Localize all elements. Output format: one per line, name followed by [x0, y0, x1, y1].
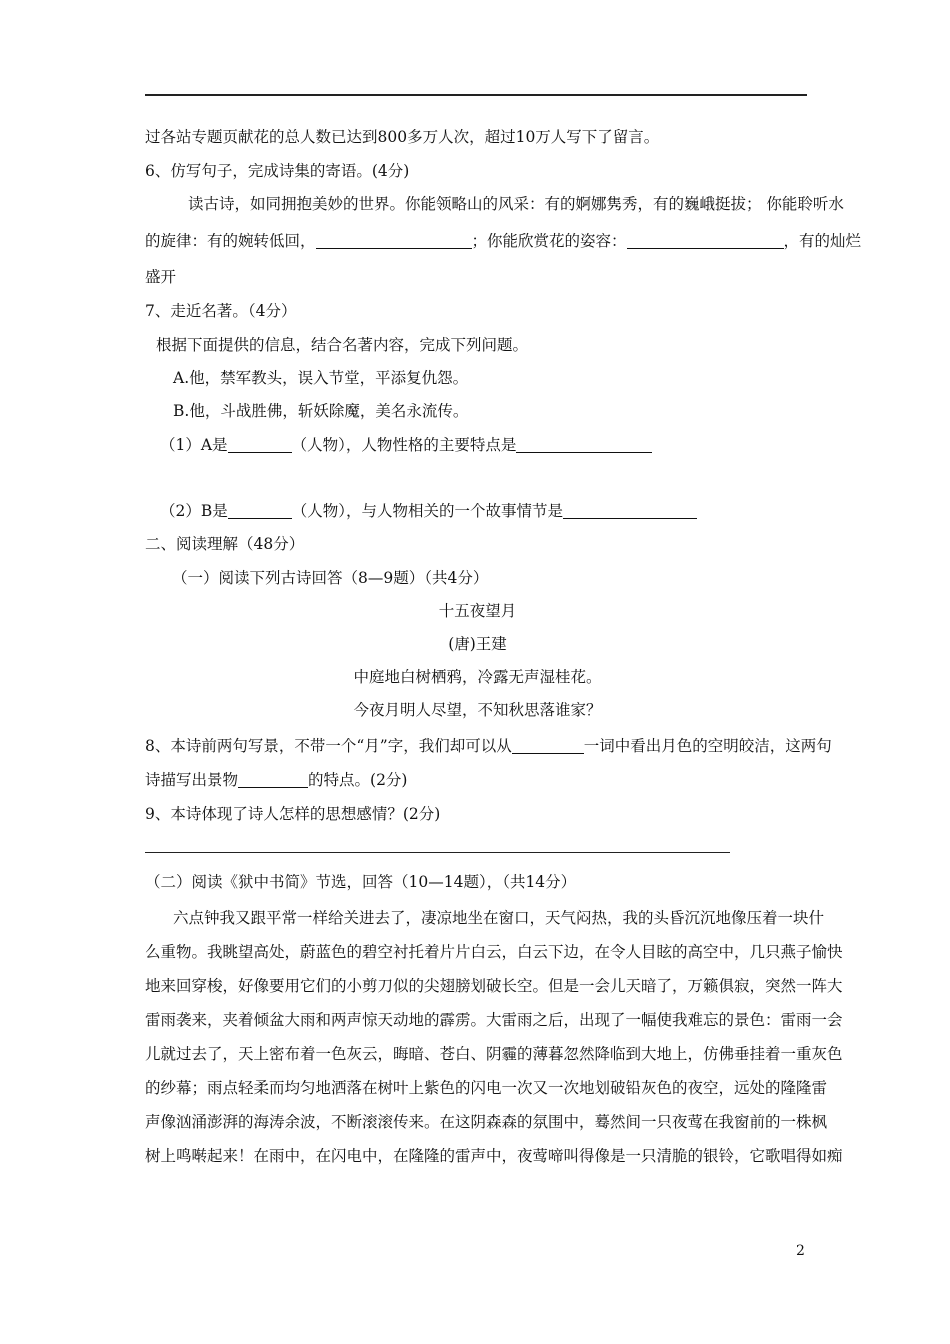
- poem-author: (唐)王建: [448, 635, 507, 653]
- q7-title: 7、走近名著。（4分）: [145, 302, 297, 320]
- q8-blank-2[interactable]: [238, 771, 308, 788]
- q7-blank-1a[interactable]: [228, 436, 292, 453]
- passage-line: 么重物。我眺望高处，蔚蓝色的碧空衬托着片片白云，白云下边，在令人目眩的高空中，几只燕子愉快: [145, 943, 843, 961]
- q8-line1: [145, 735, 832, 757]
- q6-line2-a: 的旋律：有的婉转低回，: [145, 232, 316, 250]
- top-answer-line: [145, 94, 807, 96]
- passage-line: 雷雨袭来，夹着倾盆大雨和两声惊天动地的霹雳。大雷雨之后，出现了一幅使我难忘的景色：雷雨一会: [145, 1011, 843, 1029]
- q9-title: 9、本诗体现了诗人怎样的思想感情？(2分): [145, 805, 441, 823]
- section-2-heading: 二、阅读理解（48分）: [145, 535, 305, 553]
- passage-line: 声像汹涌澎湃的海涛余波，不断滚滚传来。在这阴森森的氛围中，蓦然间一只夜莺在我窗前的一株枫: [145, 1113, 828, 1131]
- q8-text-c: 诗描写出景物: [145, 771, 239, 789]
- q7-intro: 根据下面提供的信息，结合名著内容，完成下列问题。: [156, 336, 529, 354]
- page-number: 2: [796, 1243, 805, 1259]
- q8-blank-1[interactable]: [512, 737, 584, 754]
- q6-line2-b: ；你能欣赏花的姿容：: [471, 232, 627, 250]
- q8-line2: [145, 769, 407, 791]
- q6-line1: 读古诗，如同拥抱美妙的世界。你能领略山的风采：有的婀娜隽秀，有的巍峨挺拔； 你能聆听水: [188, 195, 844, 213]
- q7-blank-1b[interactable]: [516, 436, 652, 453]
- q6-title: 6、仿写句子，完成诗集的寄语。(4分): [145, 162, 410, 180]
- q6-line2: [145, 230, 861, 252]
- q7-sub2-b: （人物），与人物相关的一个故事情节是: [291, 502, 564, 520]
- q7-sub1: [160, 434, 652, 456]
- passage-line: 儿就过去了，天上密布着一色灰云，晦暗、苍白、阴霾的薄暮忽然降临到大地上，仿佛垂挂着一重灰色: [145, 1045, 843, 1063]
- passage-line: 的纱幕；雨点轻柔而均匀地洒落在树叶上紫色的闪电一次又一次地划破铅灰色的夜空，远处的隆隆雷: [145, 1079, 828, 1097]
- q7-blank-2b[interactable]: [563, 502, 697, 519]
- q8-text-a: 8、本诗前两句写景，不带一个“月”字，我们却可以从: [145, 737, 512, 755]
- q7-option-a: A.他，禁军教头，误入节堂，平添复仇怨。: [173, 369, 469, 387]
- q9-answer-line: [145, 852, 730, 853]
- q7-sub1-a: （1）A是: [160, 436, 228, 454]
- q8-text-b: 一词中看出月色的空明皎洁，这两句: [583, 737, 832, 755]
- poem-line-1: 中庭地白树栖鸦，冷露无声湿桂花。: [353, 668, 602, 686]
- passage-line: 六点钟我又跟平常一样给关进去了，凄凉地坐在窗口，天气闷热，我的头昏沉沉地像压着一块什: [173, 909, 825, 927]
- q6-blank-2[interactable]: [627, 232, 784, 249]
- q7-sub1-b: （人物），人物性格的主要特点是: [291, 436, 517, 454]
- q7-sub2-a: （2）B是: [160, 502, 228, 520]
- passage-line: 地来回穿梭，好像要用它们的小剪刀似的尖翅膀划破长空。但是一会儿天暗了，万籁俱寂，突然一阵大: [145, 977, 843, 995]
- q7-blank-2a[interactable]: [228, 502, 292, 519]
- q7-sub2: [160, 500, 697, 522]
- poem-line-2: 今夜月明人尽望，不知秋思落谁家？: [353, 701, 602, 719]
- q6-line3: 盛开: [145, 268, 177, 286]
- q7-option-b: B.他，斗战胜佛，斩妖除魔，美名永流传。: [173, 402, 469, 420]
- subsection-1-heading: （一）阅读下列古诗回答（8—9题）（共4分）: [172, 569, 489, 587]
- poem-title: 十五夜望月: [438, 602, 517, 620]
- paragraph-continued: 过各站专题页献花的总人数已达到800多万人次，超过10万人写下了留言。: [145, 128, 660, 146]
- q6-line2-c: ，有的灿烂: [783, 232, 862, 250]
- q8-text-d: 的特点。(2分): [308, 771, 408, 789]
- passage-line: 树上鸣啭起来！在雨中，在闪电中，在隆隆的雷声中，夜莺啼叫得像是一只清脆的银铃，它歌唱得如痴: [145, 1147, 843, 1165]
- q6-blank-1[interactable]: [316, 232, 472, 249]
- subsection-2-heading: （二）阅读《狱中书简》节选，回答（10—14题），（共14分）: [145, 873, 577, 891]
